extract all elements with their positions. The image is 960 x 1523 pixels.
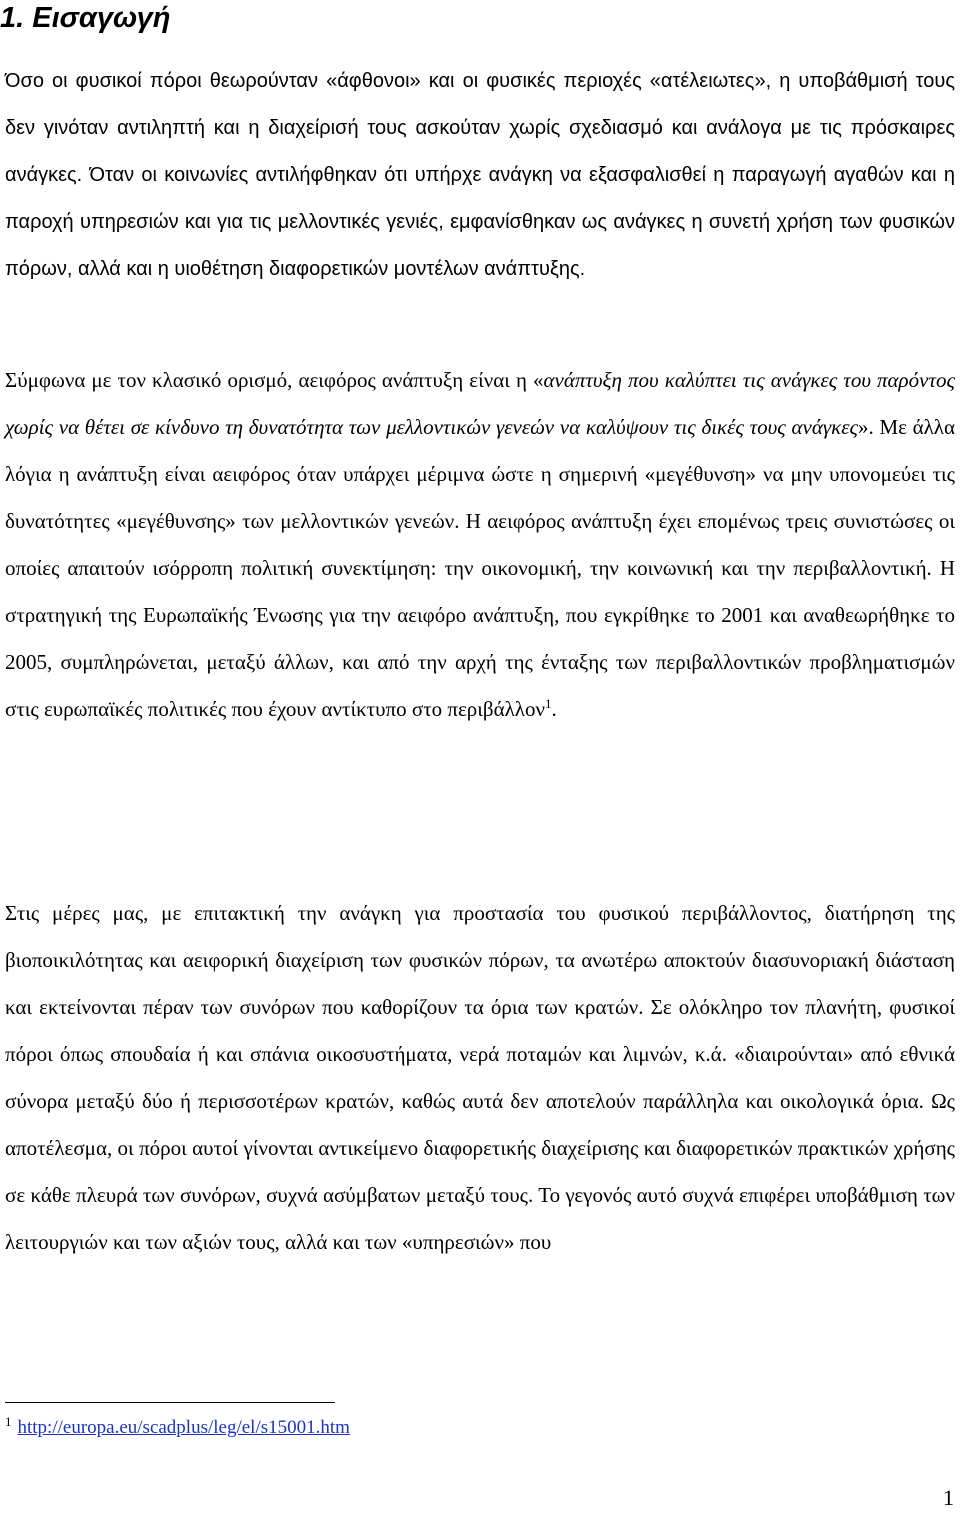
paragraph-definition-text-rest: ». Με άλλα λόγια η ανάπτυξη είναι αειφόρος όταν υπάρχει μέριμνα ώστε η σημερινή «μεγέθυνση» να μην υπονομεύει τις δυνατότητες «μεγέθυνσης» των μελλοντικών γενεών. Η αειφόρος ανάπτυξη έχει επομένως τρεις συνιστώσες οι οποίες απαιτούν ισόρροπη πολιτική συνεκτίμηση: την οικονομική, την κοινωνική και την περιβαλλοντική. Η στρατηγική της Ευρωπαϊκής Ένωσης για την αειφόρο ανάπτυξη, που εγκρίθηκε το 2001 και αναθεωρήθηκε το 2005, συμπληρώνεται, μεταξύ άλλων, και από την αρχή της ένταξης των περιβαλλοντικών προβληματισμών στις ευρωπαϊκές πολιτικές που έχουν αντίκτυπο στο περιβάλλον (5, 415, 955, 721)
footnote-reference[interactable]: 1 (544, 696, 552, 711)
footnote-mark: 1 (5, 1413, 12, 1429)
paragraph-definition-text-end: . (551, 697, 557, 721)
paragraph-transboundary (5, 890, 955, 1266)
footnote-link[interactable]: http://europa.eu/scadplus/leg/el/s15001.htm (17, 1417, 350, 1438)
paragraph-intro-text: Όσο οι φυσικοί πόροι θεωρούνταν «άφθονοι» και οι φυσικές περιοχές «ατέλειωτες», η υποβάθμισή τους δεν γινόταν αντιληπτή και η διαχείρισή τους ασκούταν χωρίς σχεδιασμό και ανάλογα με τις πρόσκαιρες ανάγκες. Όταν οι κοινωνίες αντιλήφθηκαν ότι υπήρχε ανάγκη να εξασφαλισθεί η παραγωγή αγαθών και η παροχή υπηρεσιών και για τις μελλοντικές γενιές, εμφανίσθηκαν ως ανάγκες η συνετή χρήση των φυσικών πόρων, αλλά και η υιοθέτηση διαφορετικών μοντέλων ανάπτυξης. (5, 70, 955, 280)
paragraph-transboundary-text: Στις μέρες μας, με επιτακτική την ανάγκη για προστασία του φυσικού περιβάλλοντος, διατήρηση της βιοποικιλότητας και αειφορική διαχείριση των φυσικών πόρων, τα ανωτέρω αποκτούν διασυνοριακή διάσταση και εκτείνονται πέραν των συνόρων που καθορίζουν τα όρια των κρατών. Σε ολόκληρο τον πλανήτη, φυσικοί πόροι όπως σπουδαία ή και σπάνια οικοσυστήματα, νερά ποταμών και λιμνών, κ.ά. «διαιρούνται» από εθνικά σύνορα μεταξύ δύο ή περισσοτέρων κρατών, καθώς αυτά δεν αποτελούν παράλληλα και οικολογικά όρια. Ως αποτέλεσμα, οι πόροι αυτοί γίνονται αντικείμενο διαφορετικής διαχείρισης και διαφορετικών πρακτικών χρήσης σε κάθε πλευρά των συνόρων, συχνά ασύμβατων μεταξύ τους. Το γεγονός αυτό συχνά επιφέρει υποβάθμιση των λειτουργιών και των αξιών τους, αλλά και των «υπηρεσιών» που (5, 901, 955, 1254)
paragraph-definition-text-start: Σύμφωνα με τον κλασικό ορισμό, αειφόρος ανάπτυξη είναι η « (5, 368, 544, 392)
section-heading: 1. Εισαγωγή (0, 2, 171, 34)
footnote (5, 1414, 350, 1442)
paragraph-intro (5, 58, 955, 293)
definition-quote: ανάπτυξη που καλύπτει τις ανάγκες του παρόντος χωρίς να θέτει σε κίνδυνο τη δυνατότητα των μελλοντικών γενεών να καλύψουν τις δικές τους ανάγκες (5, 368, 955, 439)
paragraph-definition (5, 357, 955, 733)
footnote-separator (5, 1402, 335, 1403)
page-number: 1 (943, 1485, 954, 1510)
